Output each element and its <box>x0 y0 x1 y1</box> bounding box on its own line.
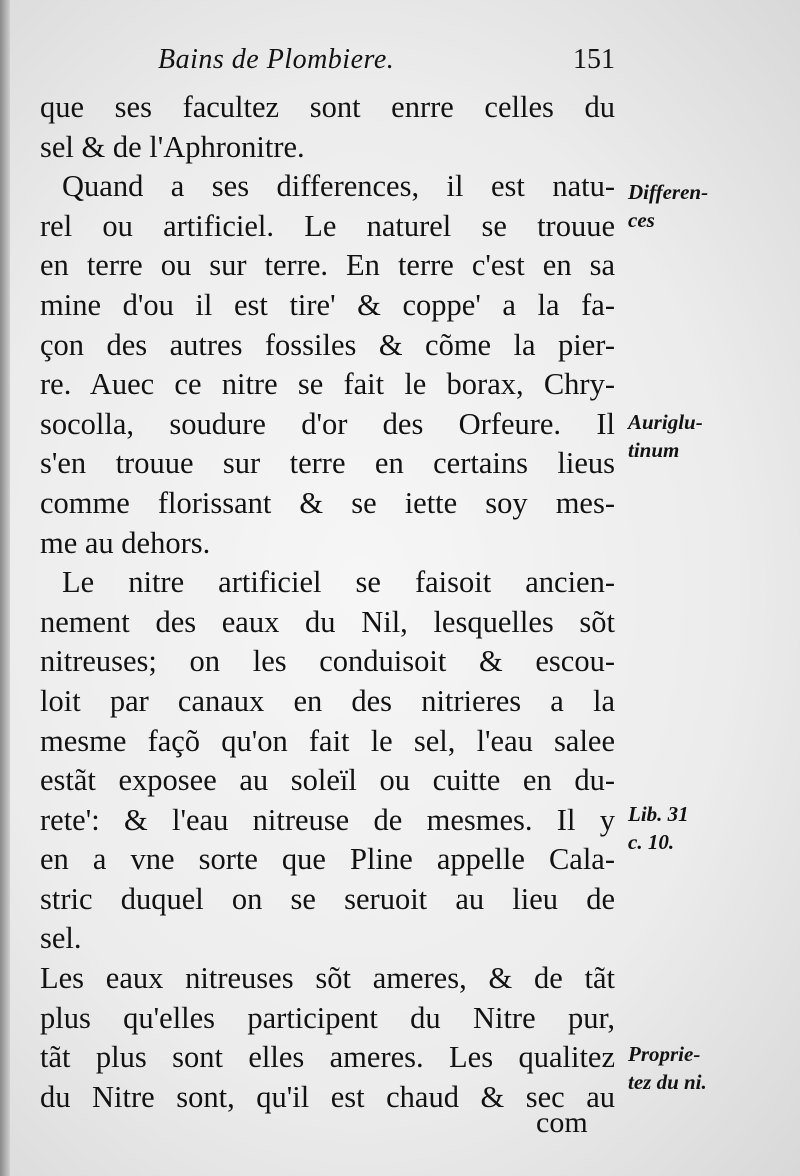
text-line: stric duquel on se seruoit au lieu de <box>40 881 615 916</box>
text-line: estãt exposee au soleïl ou cuitte en du- <box>40 763 615 798</box>
text-line: çon des autres fossiles & cõme la pier- <box>40 327 615 362</box>
text-line: sel & de l'Aphronitre. <box>40 129 305 164</box>
margin-note-line: c. 10. <box>628 830 675 854</box>
margin-note-line: Auriglu- <box>628 410 703 434</box>
text-line: tãt plus sont elles ameres. Les qualitez <box>40 1040 615 1075</box>
margin-note-properties <box>628 1040 788 1096</box>
text-line: en a vne sorte que Pline appelle Cala- <box>40 842 615 877</box>
text-line: mine d'ou il est tire' & coppe' a la fa- <box>40 287 615 322</box>
text-line: s'en trouue sur terre en certains lieus <box>40 446 615 481</box>
margin-note-line: Lib. 31 <box>628 802 689 826</box>
text-line: loit par canaux en des nitrieres a la <box>40 683 615 718</box>
margin-note-citation <box>628 800 788 856</box>
margin-note-line: ces <box>628 208 655 232</box>
text-line: que ses facultez sont enrre celles du <box>40 90 615 124</box>
page-gutter-shadow <box>0 0 10 1176</box>
text-line: re. Auec ce nitre se fait le borax, Chry- <box>40 367 615 402</box>
text-line: nement des eaux du Nil, lesquelles sõt <box>40 604 615 639</box>
margin-note-line: Proprie- <box>628 1042 701 1066</box>
catchword: com <box>536 1106 588 1139</box>
text-line: Quand a ses differences, il est natu- <box>62 169 615 204</box>
text-line: rete': & l'eau nitreuse de mesmes. Il y <box>40 802 615 837</box>
margin-note-differences <box>628 178 788 234</box>
text-line: en terre ou sur terre. En terre c'est en sa <box>40 248 615 283</box>
text-line: comme florissant & se iette soy mes- <box>40 485 615 520</box>
margin-note-line: tez du ni. <box>628 1070 707 1094</box>
text-line: Le nitre artificiel se faisoit ancien- <box>62 565 615 600</box>
body-text <box>40 88 615 1117</box>
page-number: 151 <box>573 44 615 75</box>
text-line: plus qu'elles participent du Nitre pur, <box>40 1000 615 1035</box>
margin-note-line: Differen- <box>628 180 709 204</box>
text-line: me au dehors. <box>40 525 211 560</box>
text-line: mesme façõ qu'on fait le sel, l'eau salee <box>40 723 615 758</box>
text-line: socolla, soudure d'or des Orfeure. Il <box>40 406 615 441</box>
text-line: rel ou artificiel. Le naturel se trouue <box>40 208 615 243</box>
margin-note-auriglutinum <box>628 408 788 464</box>
text-line: nitreuses; on les conduisoit & escou- <box>40 644 615 679</box>
text-line: Les eaux nitreuses sõt ameres, & de tãt <box>40 961 615 996</box>
margin-note-line: tinum <box>628 438 680 462</box>
text-line: du Nitre sont, qu'il est chaud & sec au <box>40 1079 615 1114</box>
page-header <box>40 44 615 84</box>
running-title: Bains de Plombiere. <box>158 44 395 75</box>
text-line: sel. <box>40 921 82 956</box>
